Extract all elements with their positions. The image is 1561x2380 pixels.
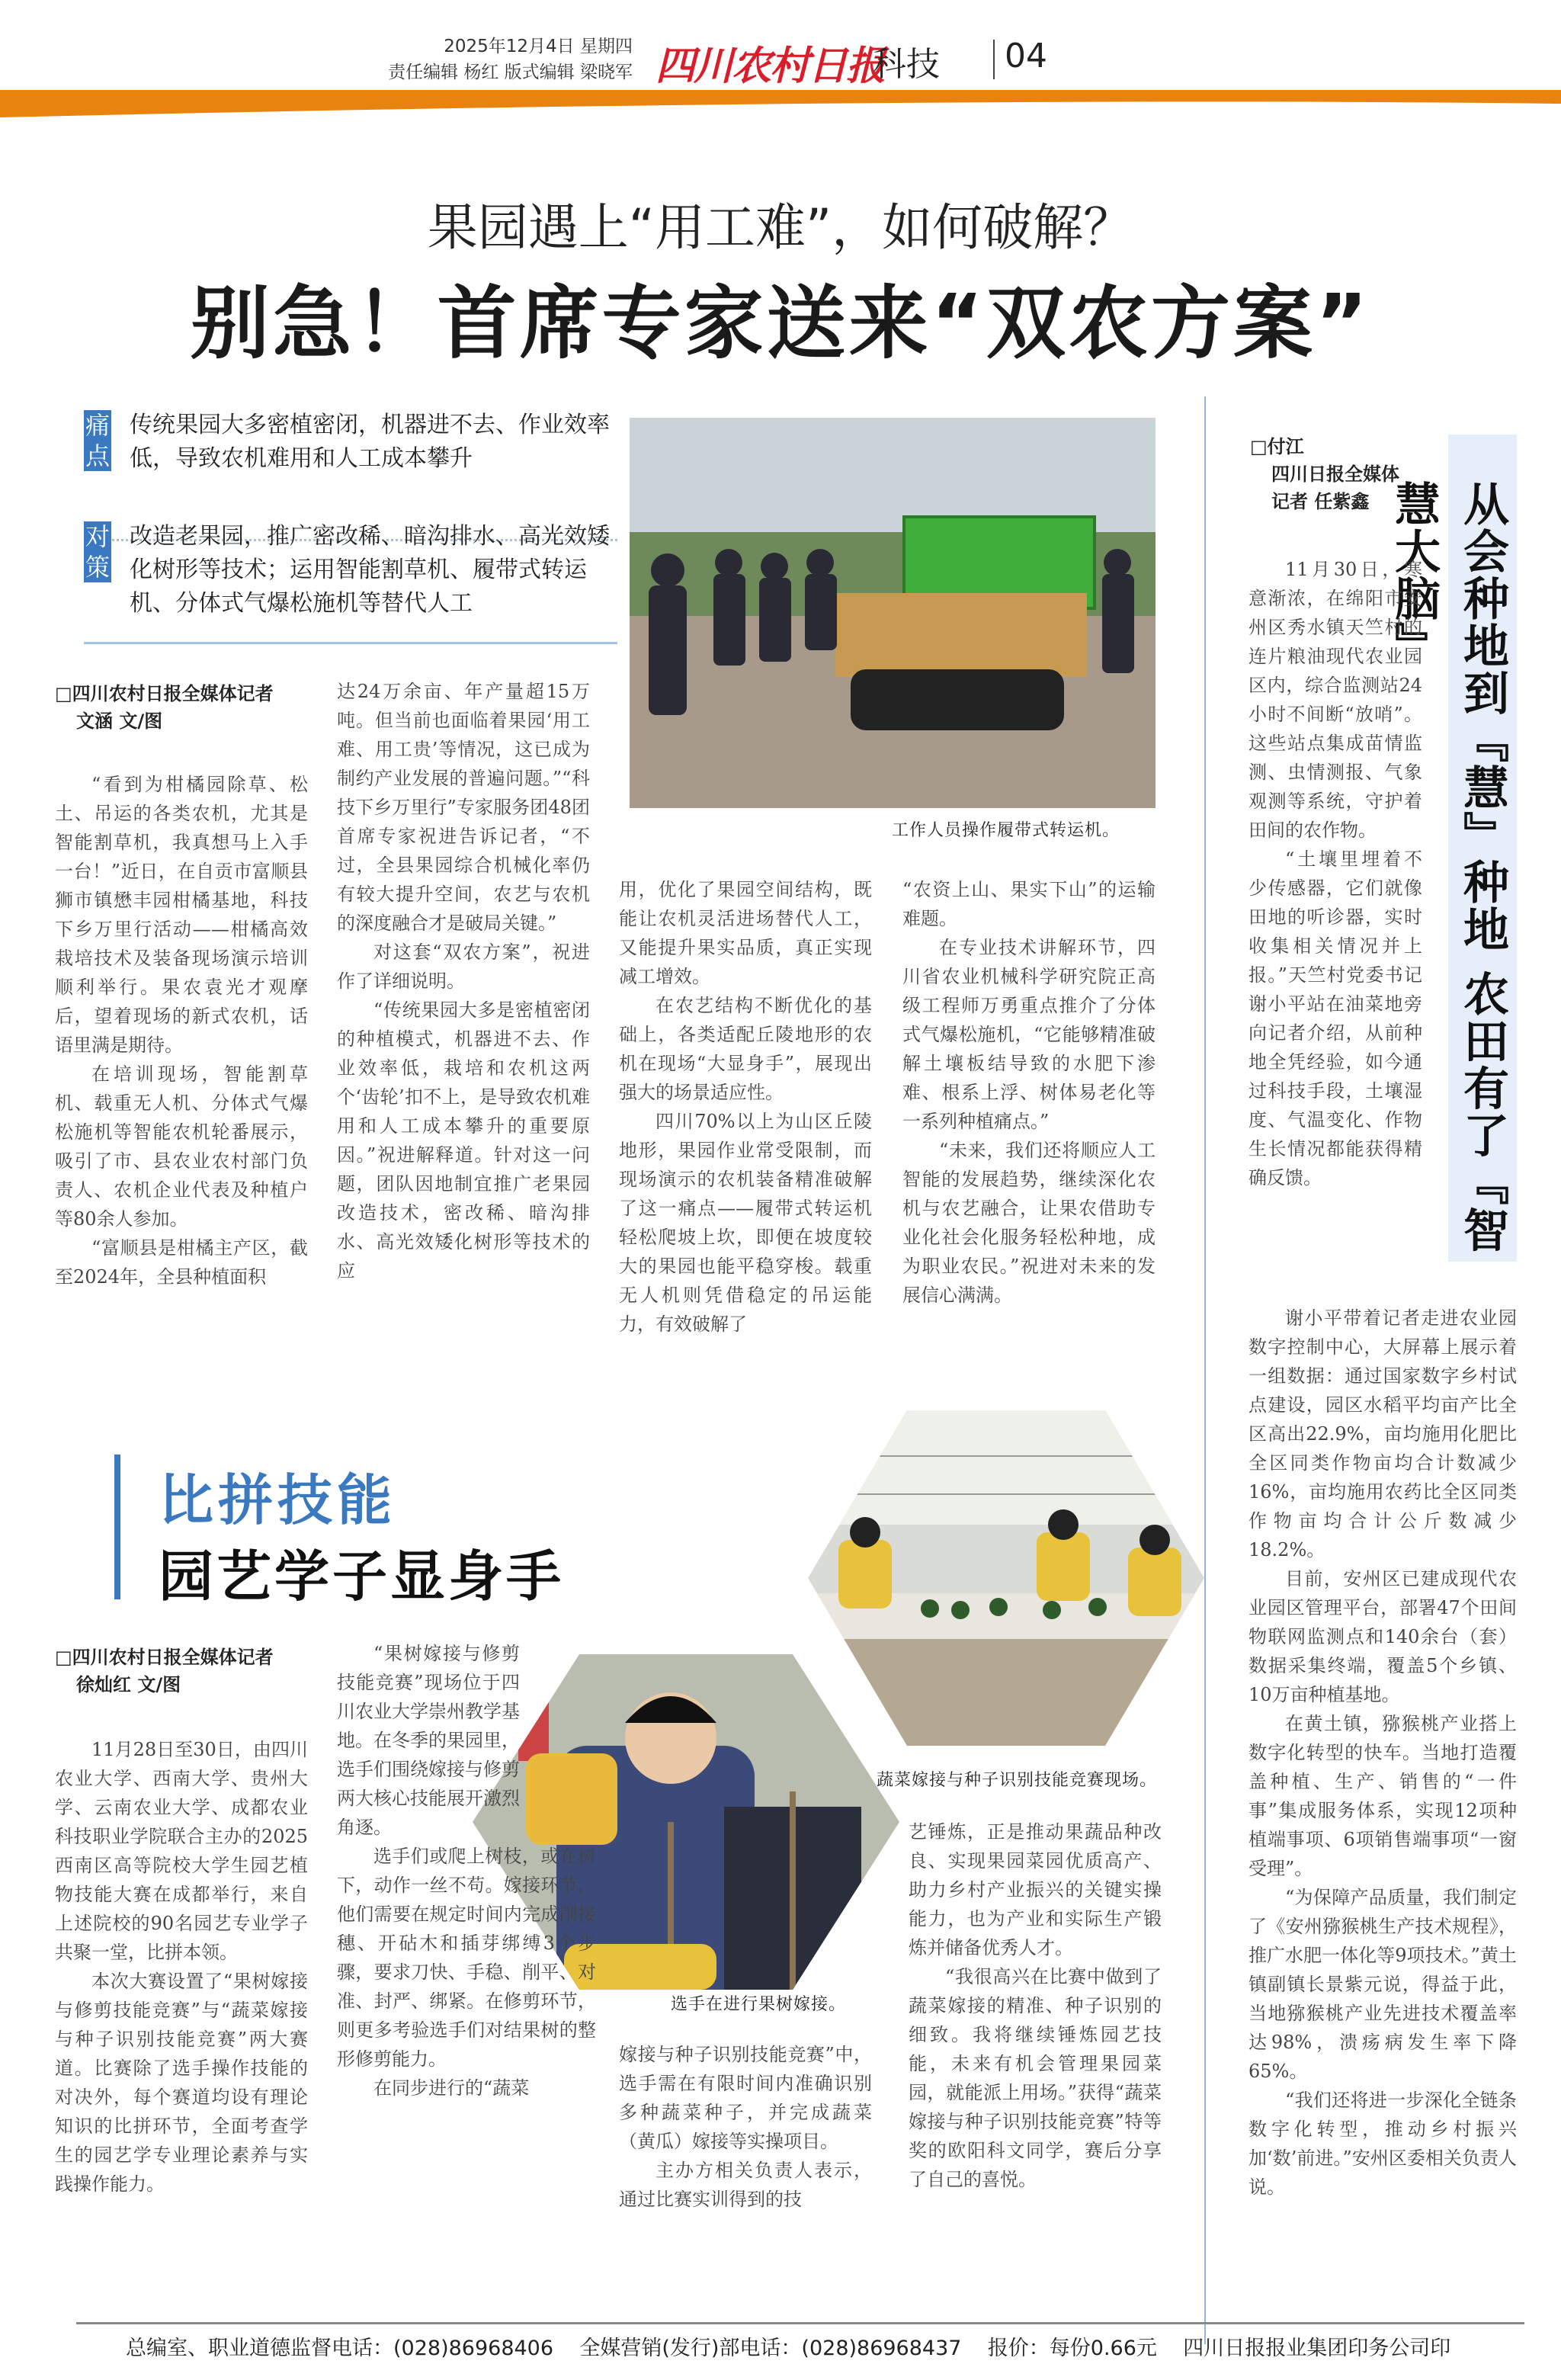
paragraph: 11月28日至30日，由四川农业大学、西南大学、贵州大学、云南农业大学、成都农业科技职业学院联合主办的2025西南区高等院校大学生园艺植物技能大赛在成都举行，来自上述院校的90名园艺专业学子共聚一堂，比拼本领。: [55, 1739, 308, 1963]
sidebar-column-upper: [1248, 555, 1422, 1192]
page-number: 04: [1005, 37, 1047, 75]
paragraph: “未来，我们还将顺应人工智能的发展趋势，继续深化农机与农艺融合，让果农借助专业化社会化服务轻松种地，成为职业农民。”祝进对未来的发展信心满满。: [902, 1140, 1156, 1306]
second-article-title: 比拼技能: [159, 1468, 397, 1532]
lead-photo-caption: 工作人员操作履带式转运机。: [892, 821, 1120, 840]
paragraph: 在专业技术讲解环节，四川省农业机械科学研究院正高级工程师万勇重点推介了分体式气爆松施机，“它能够精准破解土壤板结导致的水肥下渗难、根系上浮、树体易老化等一系列种植痛点。”: [902, 937, 1156, 1132]
countermeasure-tag: 对策: [85, 522, 110, 582]
sidebar-byline: [1250, 433, 1433, 515]
sidebar-title: 从会种地到『慧』种地 农田有了『智慧大脑』: [1387, 480, 1509, 1254]
vegetable-photo-caption: 蔬菜嫁接与种子识别技能竞赛现场。: [877, 1771, 1158, 1790]
second-byline: [55, 1644, 314, 1698]
paragraph: 选手们或爬上树枝，或在树下，动作一丝不苟。嫁接环节，他们需要在规定时间内完成削接穗、开砧木和插芽绑缚3个步骤，要求刀快、手稳、削平、对准、封严、绑紧。在修剪环节，则更多考验选手们对结果树的整形修剪能力。: [337, 1846, 596, 2070]
photo-illustration: [630, 418, 1156, 808]
section-divider: [993, 40, 995, 79]
pain-point-tag: 痛点: [85, 411, 110, 470]
lead-column-2: [337, 677, 590, 1285]
second-column-4: [909, 1817, 1162, 2194]
second-column-1: [55, 1735, 308, 2199]
lead-column-1: [55, 770, 308, 1291]
issue-date: 2025年12月4日 星期四: [444, 37, 633, 56]
footer-rule: [76, 2322, 1524, 2324]
sidebar-byline-line3: 记者 任紫鑫: [1271, 491, 1370, 512]
orange-swoosh-band: [0, 90, 1561, 120]
paragraph: 达24万余亩、年产量超15万吨。但当前也面临着果园‘用工难、用工贵’等情况，这已成为制约产业发展的普遍问题。”“科技下乡万里行”专家服务团48团首席专家祝进告诉记者，“不过，全县果园综合机械化率仍有较大提升空间，农艺与农机的深度融合才是破局关键。”: [337, 681, 590, 934]
masthead-meta: [358, 34, 633, 85]
sidebar-divider: [1204, 396, 1206, 2344]
photo-crawler-transporter: [630, 418, 1156, 808]
lead-byline-line2: 文涵 文/图: [76, 710, 163, 732]
lead-byline-line1: □四川农村日报全媒体记者: [55, 683, 274, 704]
lead-headline: 别急！首席专家送来“双农方案”: [190, 277, 1371, 370]
paragraph: 在同步进行的“蔬菜: [373, 2077, 530, 2099]
sidebar-title-panel: [1387, 435, 1517, 1262]
countermeasure-text: 改造老果园，推广密改稀、暗沟排水、高光效矮化树形等技术；运用智能割草机、履带式转运机、分体式气爆松施机等替代人工: [130, 523, 610, 617]
fruit-photo-caption: 选手在进行果树嫁接。: [671, 1995, 847, 2014]
paragraph: 在黄土镇，猕猴桃产业搭上数字化转型的快车。当地打造覆盖种植、生产、销售的“一件事”集成服务体系，实现12项种植端事项、6项销售端事项“一窗受理”。: [1248, 1713, 1517, 1879]
second-article-subtitle: 园艺学子显身手: [159, 1544, 565, 1609]
second-byline-line1: □四川农村日报全媒体记者: [55, 1647, 274, 1668]
paragraph: “土壤里埋着不少传感器，它们就像田地的听诊器，实时收集相关情况并上报。”天竺村党委书记谢小平站在油菜地旁向记者介绍，从前种地全凭经验，如今通过科技手段，土壤湿度、气温变化、作物生长情况都能获得精确反馈。: [1248, 848, 1422, 1188]
paragraph: 在农艺结构不断优化的基础上，各类适配丘陵地形的农机在现场“大显身手”，展现出强大的场景适应性。: [619, 995, 872, 1103]
paragraph: “为保障产品质量，我们制定了《安州猕猴桃生产技术规程》，推广水肥一体化等9项技术。”黄土镇副镇长景紫元说，得益于此，当地猕猴桃产业先进技术覆盖率达98%，溃疡病发生率下降65%。: [1248, 1887, 1517, 2082]
paragraph: “农资上山、果实下山”的运输难题。: [902, 879, 1156, 929]
paragraph: 11月30日，寒意渐浓，在绵阳市安州区秀水镇天竺村的连片粮油现代农业园区内，综合监测站24小时不间断“放哨”。这些站点集成苗情监测、虫情测报、气象观测等系统，守护着田间的农作物。: [1248, 559, 1422, 841]
lead-subhead: 果园遇上“用工难”，如何破解？: [427, 198, 1134, 257]
paragraph: 主办方相关负责人表示，通过比赛实训得到的技: [619, 2160, 872, 2210]
paragraph: 嫁接与种子识别技能竞赛”中，选手需在有限时间内准确识别多种蔬菜种子，并完成蔬菜（黄瓜）嫁接等实操项目。: [619, 2044, 872, 2152]
paragraph: 艺锤炼，正是推动果蔬品种改良、实现果园菜园优质高产、助力乡村产业振兴的关键实操能力，也为产业和实际生产锻炼并储备优秀人才。: [909, 1821, 1162, 1958]
editors-credit: 责任编辑 杨红 版式编辑 梁晓军: [388, 63, 633, 82]
paragraph: 四川70%以上为山区丘陵地形，果园作业常受限制，而现场演示的农机装备精准破解了这一痛点——履带式转运机轻松爬坡上坎，即便在坡度较大的果园也能平稳穿梭。载重无人机则凭借稳定的吊运能力，有效破解了: [619, 1111, 872, 1335]
box-bottom-rule: [84, 642, 617, 644]
paragraph: “富顺县是柑橘主产区，截至2024年，全县种植面积: [55, 1237, 308, 1288]
sidebar-byline-line2: 四川日报全媒体: [1271, 463, 1399, 485]
second-byline-line2: 徐灿红 文/图: [76, 1674, 181, 1695]
second-column-3: [619, 2040, 872, 2214]
paragraph: 谢小平带着记者走进农业园数字控制中心，大屏幕上展示着一组数据：通过国家数字乡村试点建设，园区水稻平均亩产比全区高出22.9%，亩均施用化肥比全区同类作物亩均合计数减少16%，亩均施用农药比全区同类作物亩均合计公斤数减少18.2%。: [1248, 1307, 1517, 1560]
paragraph: 目前，安州区已建成现代农业园区管理平台，部署47个田间物联网监测点和140余台（套）数据采集终端，覆盖5个乡镇、10万亩种植基地。: [1248, 1568, 1517, 1705]
paragraph: “果树嫁接与修剪技能竞赛”现场位于四川农业大学崇州教学基地。在冬季的果园里，选手们围绕嫁接与修剪两大核心技能展开激烈角逐。: [337, 1643, 520, 1838]
paragraph: 对这套“双农方案”，祝进作了详细说明。: [337, 941, 590, 992]
paragraph: “传统果园大多是密植密闭的种植模式，机器进不去、作业效率低，栽培和农机这两个‘齿轮’扣不上，是导致农机难用和人工成本攀升的重要原因。”祝进解释道。针对这一问题，团队因地制宜推广老果园改造技术，密改稀、暗沟排水、高光效矮化树形等技术的应: [337, 999, 590, 1281]
sidebar-column-lower: [1248, 1304, 1517, 2202]
section-accent-bar: [114, 1455, 120, 1599]
paragraph: “我们还将进一步深化全链条数字化转型，推动乡村振兴加‘数’前进。”安州区委相关负责人说。: [1248, 2090, 1517, 2198]
newspaper-logo: 四川农村日报: [655, 43, 885, 89]
second-column-2: [337, 1639, 596, 2103]
pain-point-text: 传统果园大多密植密闭，机器进不去、作业效率低，导致农机难用和人工成本攀升: [130, 412, 610, 472]
paragraph: “我很高兴在比赛中做到了蔬菜嫁接的精准、种子识别的细致。我将继续锤炼园艺技能，未来有机会管理果园菜园，就能派上用场。”获得“蔬菜嫁接与种子识别技能竞赛”特等奖的欧阳科文同学，赛后分享了自己的喜悦。: [909, 1966, 1162, 2190]
lead-byline: [55, 680, 314, 735]
paragraph: 在培训现场，智能割草机、载重无人机、分体式气爆松施机等智能农机轮番展示，吸引了市、县农业农村部门负责人、农机企业代表及种植户等80余人参加。: [55, 1063, 308, 1230]
footer-contact-info: 总编室、职业道德监督电话：(028)86968406 全媒营销(发行)部电话：(028)86968437 报价：每份0.66元 四川日报报业集团印务公司印: [126, 2337, 1451, 2360]
paragraph: “看到为柑橘园除草、松土、吊运的各类农机，尤其是智能割草机，我真想马上入手一台！”近日，在自贡市富顺县狮市镇懋丰园柑橘基地，科技下乡万里行活动——柑橘高效栽培技术及装备现场演示培训顺利举行。果农袁光才观摩后，望着现场的新式农机，话语里满是期待。: [55, 774, 308, 1056]
section-name: 科技: [873, 45, 940, 84]
paragraph: 本次大赛设置了“果树嫁接与修剪技能竞赛”与“蔬菜嫁接与种子识别技能竞赛”两大赛道。比赛除了选手操作技能的对决外，每个赛道均设有理论知识的比拼环节，全面考查学生的园艺学专业理论素养与实践操作能力。: [55, 1971, 308, 2195]
sidebar-byline-line1: □付江: [1250, 436, 1304, 457]
paragraph: 用，优化了果园空间结构，既能让农机灵活进场替代人工，又能提升果实品质，真正实现减工增效。: [619, 879, 872, 987]
lead-column-4: [902, 875, 1156, 1310]
lead-column-3: [619, 875, 872, 1339]
